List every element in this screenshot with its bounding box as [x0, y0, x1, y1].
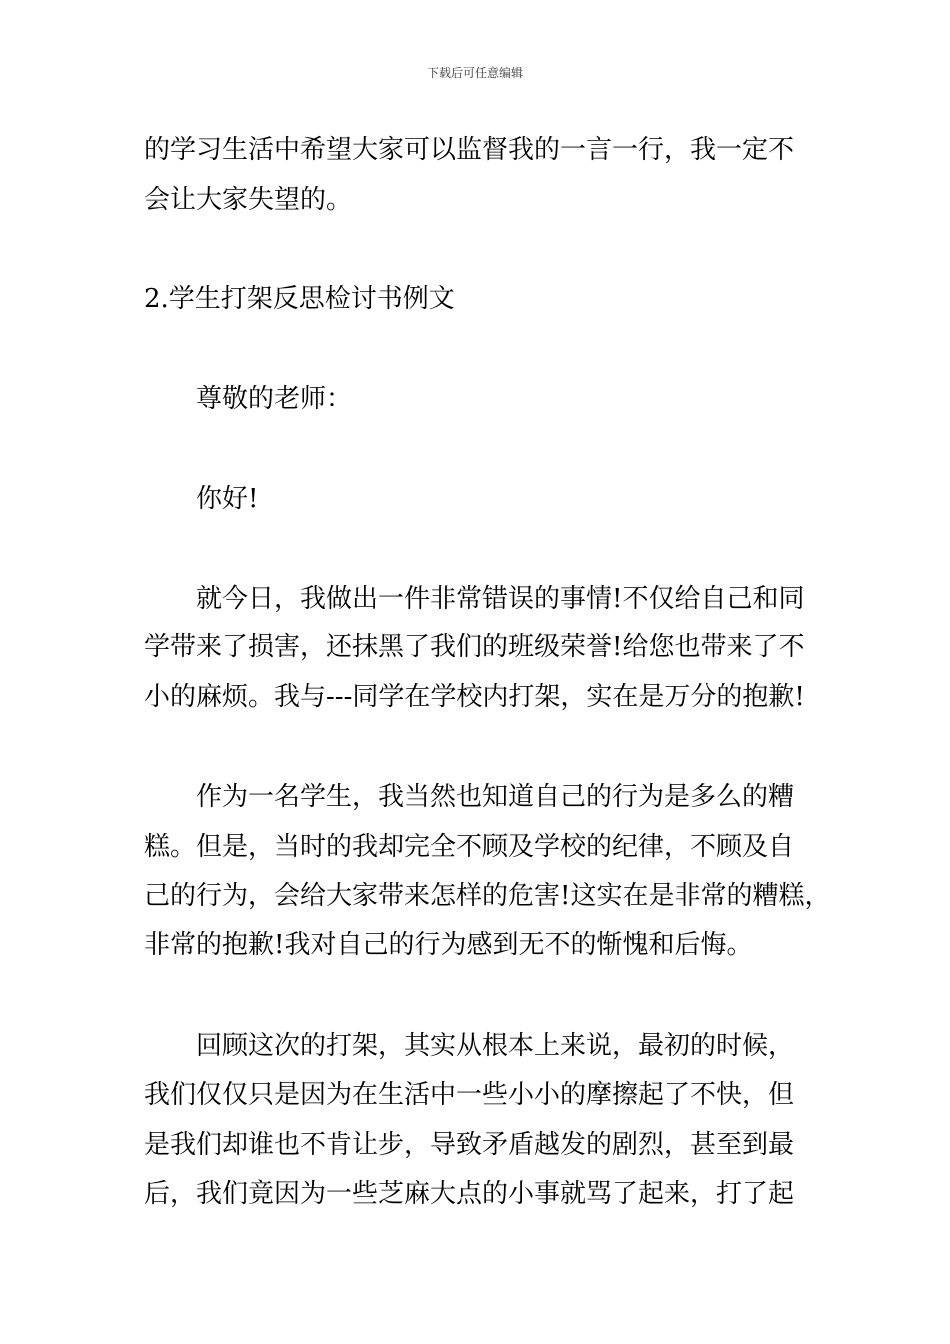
paragraph-line: 是我们却谁也不肯让步，导致矛盾越发的剧烈，甚至到最 — [144, 1130, 795, 1160]
paragraph-line: 作为一名学生，我当然也知道自己的行为是多么的糟 — [196, 782, 795, 812]
paragraph-line: 后，我们竟因为一些芝麻大点的小事就骂了起来，打了起 — [144, 1179, 795, 1209]
greeting: 你好! — [196, 484, 259, 514]
paragraph-line: 小的麻烦。我与---同学在学校内打架，实在是万分的抱歉! — [144, 682, 805, 712]
paragraph-line: 己的行为，会给大家带来怎样的危害!这实在是非常的糟糕， — [144, 881, 831, 911]
header-note: 下载后可任意编辑 — [426, 66, 523, 80]
section-heading: 2.学生打架反思检讨书例文 — [144, 284, 455, 314]
paragraph-line: 的学习生活中希望大家可以监督我的一言一行，我一定不 — [144, 135, 795, 165]
salutation: 尊敬的老师： — [196, 384, 353, 414]
paragraph-line: 回顾这次的打架，其实从根本上来说，最初的时候， — [196, 1031, 795, 1061]
paragraph-line: 糕。但是，当时的我却完全不顾及学校的纪律，不顾及自 — [144, 832, 795, 862]
paragraph-line: 我们仅仅只是因为在生活中一些小小的摩擦起了不快，但 — [144, 1080, 795, 1110]
paragraph-line: 非常的抱歉!我对自己的行为感到无不的惭愧和后悔。 — [144, 930, 753, 960]
paragraph-line: 学带来了损害，还抹黑了我们的班级荣誉!给您也带来了不 — [144, 632, 805, 662]
paragraph-line: 会让大家失望的。 — [144, 185, 353, 215]
paragraph-line: 就今日，我做出一件非常错误的事情!不仅给自己和同 — [196, 584, 805, 614]
